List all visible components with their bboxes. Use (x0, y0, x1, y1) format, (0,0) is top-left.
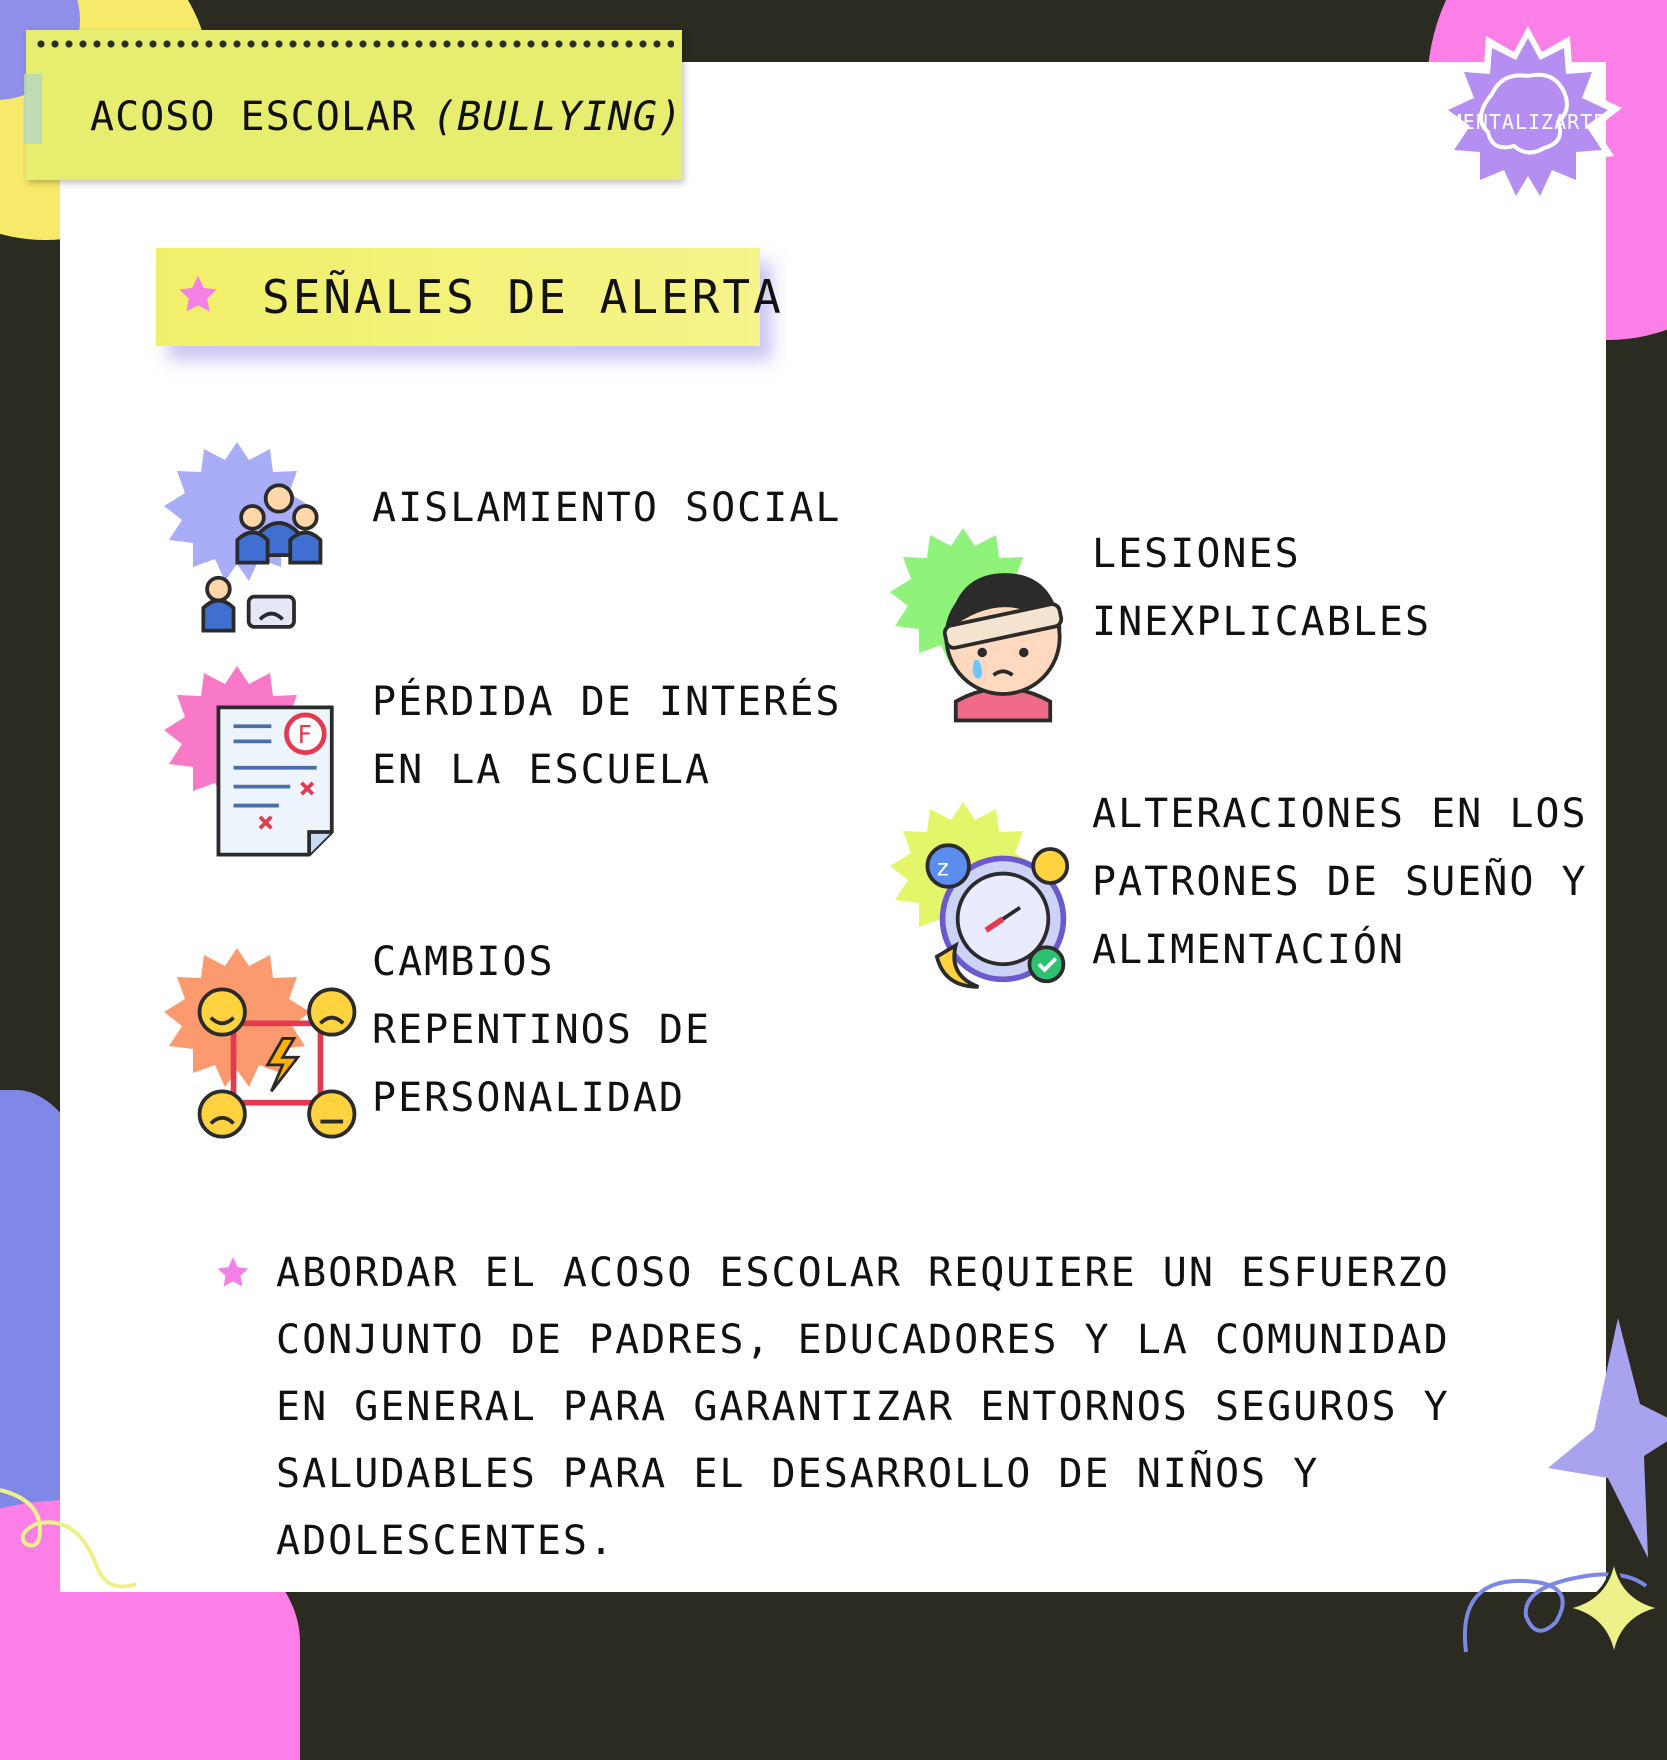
decor-lavender-star-icon (1548, 1318, 1667, 1558)
mood-swing-icon (192, 978, 362, 1148)
sleep-pattern-icon (918, 832, 1088, 1002)
sign-text-personality-changes: CAMBIOS REPENTINOS DE PERSONALIDAD (372, 939, 712, 1121)
sign-text-school-interest: PÉRDIDA DE INTERÉS EN LA ESCUELA (372, 679, 842, 793)
title-tape (26, 30, 682, 180)
badge-social-isolation (152, 428, 322, 598)
badge-sleep-eating (878, 788, 1048, 958)
page-title (90, 94, 683, 140)
svg-text:F: F (297, 720, 312, 750)
footer-note: ABORDAR EL ACOSO ESCOLAR REQUIERE UN ESFUERZO CONJUNTO DE PADRES, EDUCADORES Y LA COMUNIDAD EN GENERAL PARA GARANTIZAR ENTORNOS SEGUROS Y SALUDABLES PARA EL DESARROLLO DE NIÑOS Y ADOLESCENTES. (276, 1250, 1450, 1564)
badge-personality-changes (152, 934, 322, 1104)
decor-yellow-sparkle-icon (1566, 1558, 1662, 1658)
brand-logo-text: MENTALIZARTE (1449, 110, 1607, 134)
svg-text:z: z (936, 855, 949, 882)
badge-injuries (878, 514, 1048, 684)
sign-text-social-isolation: AISLAMIENTO SOCIAL (372, 485, 842, 531)
sign-text-injuries: LESIONES INEXPLICABLES (1092, 531, 1432, 645)
title-main: ACOSO ESCOLAR (90, 94, 417, 140)
title-subtitle: (BULLYING) (432, 94, 683, 140)
failed-test-icon (192, 696, 362, 866)
section-header (156, 248, 784, 346)
decor-yellow-swirl-icon (0, 1480, 140, 1600)
badge-school-interest (152, 652, 322, 822)
star-icon (176, 273, 220, 317)
tape-hook (24, 74, 42, 144)
injured-child-icon (918, 558, 1088, 728)
section-title: SEÑALES DE ALERTA (262, 270, 784, 324)
sign-text-sleep-eating: ALTERACIONES EN LOS PATRONES DE SUEÑO Y ALIMENTACIÓN (1092, 791, 1588, 973)
social-isolation-icon (192, 472, 362, 642)
brand-logo (1430, 24, 1626, 220)
star-icon (215, 1255, 251, 1291)
